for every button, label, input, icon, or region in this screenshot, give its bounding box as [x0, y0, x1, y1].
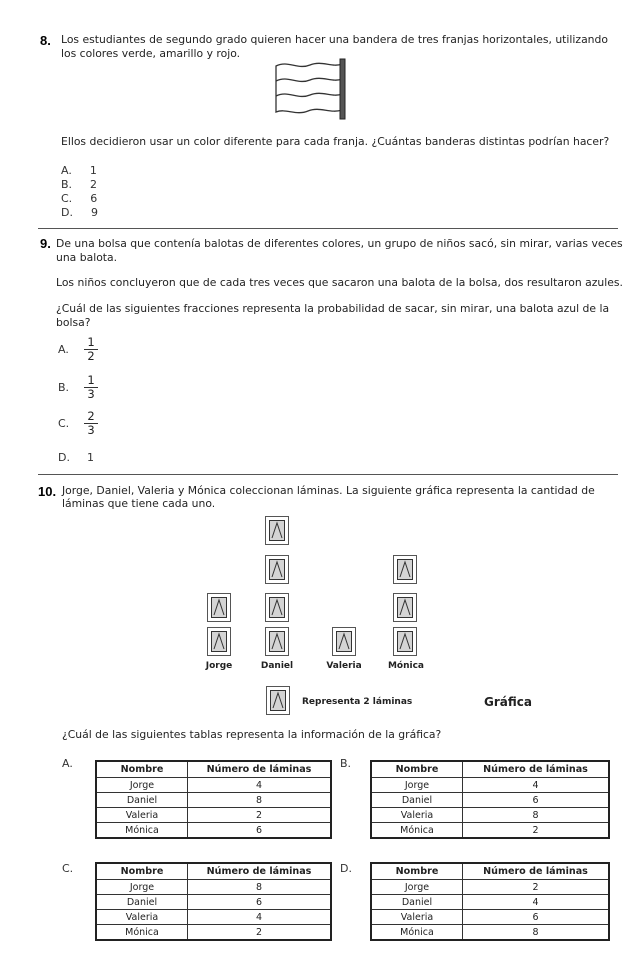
- table-row: [96, 793, 331, 808]
- q9-number: 9.: [40, 236, 51, 251]
- sticker-card: [393, 555, 417, 584]
- q9-option-a[interactable]: [58, 336, 118, 366]
- sticker-card: [393, 593, 417, 622]
- q9-option-b[interactable]: [58, 374, 118, 404]
- divider: [38, 474, 618, 475]
- cell-name: Valeria: [96, 808, 188, 823]
- option-letter: D.: [58, 451, 70, 464]
- cell-name: Daniel: [96, 793, 188, 808]
- option-letter: A.: [58, 343, 69, 356]
- cell-name: Daniel: [371, 793, 463, 808]
- option-letter: C.: [58, 417, 70, 430]
- table-row: [96, 808, 331, 823]
- cell-name: Mónica: [96, 823, 188, 839]
- q8-option-a[interactable]: [61, 164, 97, 177]
- table-row: [96, 880, 331, 895]
- table-row: [96, 778, 331, 793]
- numerator: 1: [84, 336, 98, 350]
- sticker-card: [207, 593, 231, 622]
- cell-name: Jorge: [96, 880, 188, 895]
- col-header-count: Número de láminas: [463, 761, 610, 778]
- q8-text-line2: los colores verde, amarillo y rojo.: [61, 47, 241, 60]
- cell-name: Mónica: [371, 925, 463, 941]
- table-row: [96, 925, 331, 941]
- option-value: 2: [90, 178, 98, 191]
- q10-table-b: [370, 760, 610, 839]
- q10-option-a-letter[interactable]: A.: [62, 757, 73, 770]
- col-header-name: Nombre: [96, 863, 188, 880]
- option-value: 9: [90, 206, 98, 219]
- sticker-card: [265, 516, 289, 545]
- col-header-name: Nombre: [371, 863, 463, 880]
- divider: [38, 228, 618, 229]
- numerator: 1: [84, 374, 98, 388]
- fraction: [84, 336, 98, 363]
- option-letter: B.: [58, 381, 70, 394]
- cell-count: 6: [463, 793, 610, 808]
- denominator: 2: [87, 349, 95, 363]
- table-row: [96, 895, 331, 910]
- cell-name: Valeria: [371, 808, 463, 823]
- option-letter: D.: [61, 206, 73, 219]
- option-value: 1: [89, 164, 97, 177]
- table-row: [371, 778, 609, 793]
- table-row: [371, 823, 609, 839]
- sticker-card: [265, 627, 289, 656]
- cell-count: 8: [463, 808, 610, 823]
- denominator: 3: [87, 423, 95, 437]
- fraction: [84, 410, 98, 437]
- sticker-card: [207, 627, 231, 656]
- cell-count: 2: [188, 925, 332, 941]
- q9-question: ¿Cuál de las siguientes fracciones representa la probabilidad de sacar, sin mirar, una balota azul de la bolsa?: [56, 302, 610, 329]
- sticker-card: [332, 627, 356, 656]
- denominator: 3: [87, 387, 95, 401]
- graph-label-jorge: Jorge: [205, 661, 233, 671]
- table-row: [371, 793, 609, 808]
- sticker-card: [265, 555, 289, 584]
- cell-count: 4: [463, 895, 610, 910]
- cell-name: Mónica: [96, 925, 188, 941]
- cell-name: Jorge: [96, 778, 188, 793]
- numerator: 2: [84, 410, 98, 424]
- cell-count: 6: [463, 910, 610, 925]
- q10-table-d: [370, 862, 610, 941]
- cell-count: 4: [463, 778, 610, 793]
- cell-count: 6: [188, 823, 332, 839]
- table-row: [371, 808, 609, 823]
- q8-option-b[interactable]: [61, 178, 97, 191]
- option-letter: B.: [61, 178, 73, 191]
- col-header-count: Número de láminas: [188, 863, 332, 880]
- q9-option-d[interactable]: [58, 451, 94, 464]
- q8-option-d[interactable]: [61, 206, 98, 219]
- cell-count: 4: [188, 778, 332, 793]
- option-letter: C.: [61, 192, 73, 205]
- q10-table-a: [95, 760, 332, 839]
- col-header-name: Nombre: [96, 761, 188, 778]
- table-row: [371, 925, 609, 941]
- q10-text-line2: láminas que tiene cada uno.: [62, 497, 216, 510]
- cell-count: 2: [188, 808, 332, 823]
- cell-count: 8: [188, 793, 332, 808]
- cell-count: 6: [188, 895, 332, 910]
- q10-number: 10.: [38, 484, 57, 499]
- graph-label-daniel: Daniel: [260, 661, 294, 671]
- q10-option-c-letter[interactable]: C.: [62, 862, 74, 875]
- cell-name: Jorge: [371, 778, 463, 793]
- cell-name: Valeria: [96, 910, 188, 925]
- col-header-count: Número de láminas: [188, 761, 332, 778]
- sticker-card: [393, 627, 417, 656]
- q8-text-line1: Los estudiantes de segundo grado quieren hacer una bandera de tres franjas horizontales, utilizando: [61, 33, 608, 46]
- table-row: [96, 910, 331, 925]
- flag-illustration: [268, 58, 350, 120]
- cell-name: Jorge: [371, 880, 463, 895]
- table-row: [371, 880, 609, 895]
- q10-text-line1: Jorge, Daniel, Valeria y Mónica coleccionan láminas. La siguiente gráfica representa la cantidad de: [62, 484, 595, 497]
- q8-question: Ellos decidieron usar un color diferente para cada franja. ¿Cuántas banderas distintas podrían hacer?: [61, 135, 610, 148]
- cell-count: 8: [188, 880, 332, 895]
- fraction: [84, 374, 98, 401]
- option-letter: A.: [61, 164, 72, 177]
- q10-option-b-letter[interactable]: B.: [340, 757, 352, 770]
- cell-name: Mónica: [371, 823, 463, 839]
- q10-option-d-letter[interactable]: D.: [340, 862, 352, 875]
- legend-text: Representa 2 láminas: [302, 697, 413, 707]
- cell-name: Daniel: [96, 895, 188, 910]
- graph-label-monica: Mónica: [387, 661, 425, 671]
- table-row: [371, 895, 609, 910]
- cell-count: 8: [463, 925, 610, 941]
- table-row: [96, 823, 331, 839]
- legend-card: [266, 686, 290, 715]
- sticker-card: [265, 593, 289, 622]
- option-value: 6: [90, 192, 98, 205]
- q9-option-c[interactable]: [58, 410, 118, 440]
- q10-table-c: [95, 862, 332, 941]
- cell-count: 2: [463, 880, 610, 895]
- cell-name: Valeria: [371, 910, 463, 925]
- cell-count: 2: [463, 823, 610, 839]
- table-row: [371, 910, 609, 925]
- cell-count: 4: [188, 910, 332, 925]
- q10-question: ¿Cuál de las siguientes tablas representa la información de la gráfica?: [62, 728, 442, 741]
- cell-name: Daniel: [371, 895, 463, 910]
- q9-text2: Los niños concluyeron que de cada tres veces que sacaron una balota de la bolsa, dos resultaron azules.: [56, 276, 623, 289]
- graph-title: Gráfica: [484, 695, 532, 709]
- col-header-count: Número de láminas: [463, 863, 610, 880]
- option-value: 1: [86, 451, 94, 464]
- graph-label-valeria: Valeria: [326, 661, 362, 671]
- q8-option-c[interactable]: [61, 192, 97, 205]
- q9-text-line2: una balota.: [56, 251, 118, 264]
- q8-number: 8.: [40, 33, 51, 48]
- col-header-name: Nombre: [371, 761, 463, 778]
- q9-text-line1: De una bolsa que contenía balotas de diferentes colores, un grupo de niños sacó, sin mirar, varias veces: [56, 237, 623, 250]
